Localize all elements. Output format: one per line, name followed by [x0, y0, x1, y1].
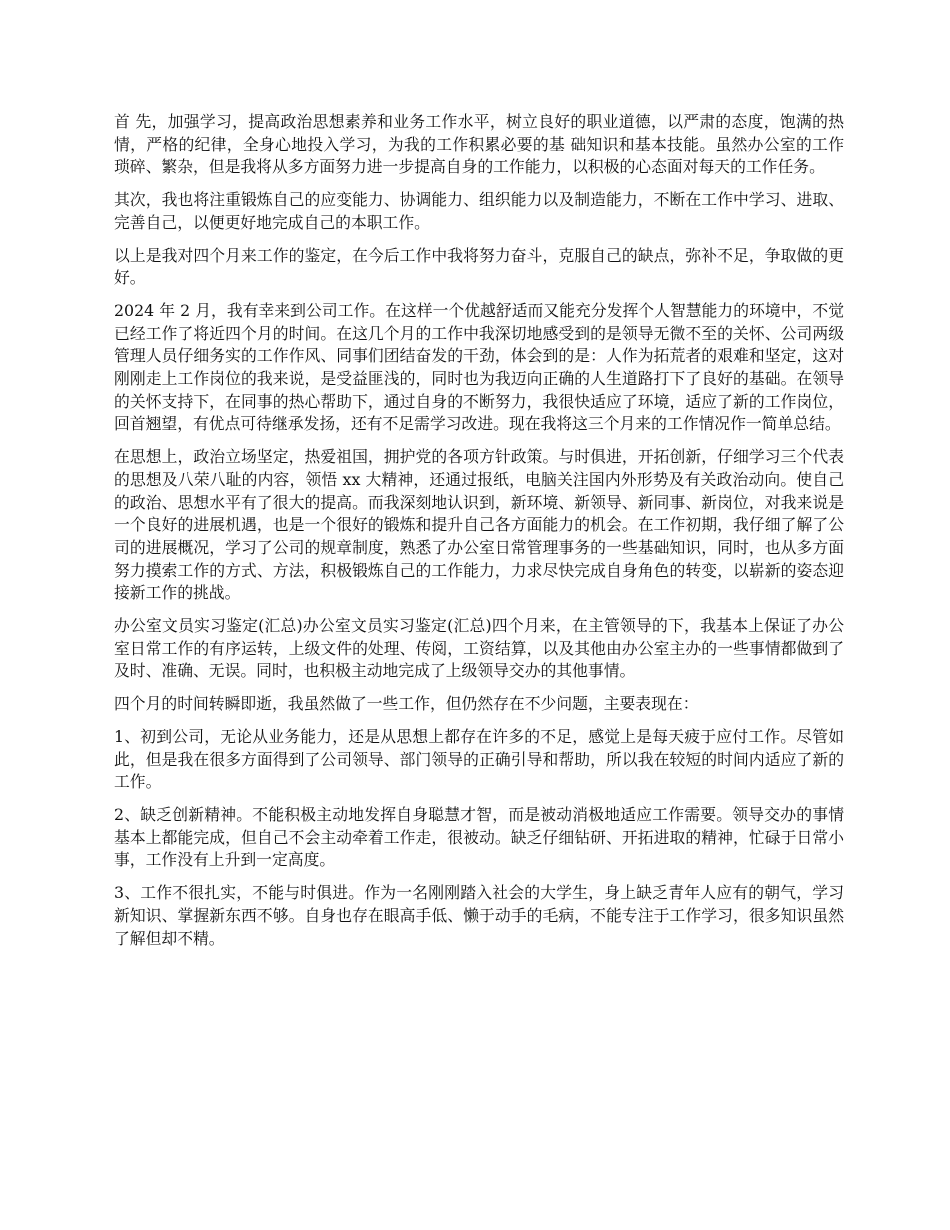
paragraph-10: 3、工作不很扎实，不能与时俱进。作为一名刚刚踏入社会的大学生，身上缺乏青年人应有的朝气，学习新知识、掌握新东西不够。自身也存在眼高手低、懒于动手的毛病，不能专注于工作学习，很多知识虽然了解但却不精。 — [114, 883, 844, 948]
paragraph-7: 四个月的时间转瞬即逝，我虽然做了一些工作，但仍然存在不少问题，主要表现在： — [114, 694, 699, 714]
paragraph-9: 2、缺乏创新精神。不能积极主动地发挥自身聪慧才智，而是被动消极地适应工作需要。领导交办的事情基本上都能完成，但自己不会主动牵着工作走，很被动。缺乏仔细钻研、开拓进取的精神，忙碌于日常小事，工作没有上升到一定高度。 — [114, 804, 844, 870]
paragraph-3: 以上是我对四个月来工作的鉴定，在今后工作中我将努力奋斗，克服自己的缺点，弥补不足，争取做的更好。 — [114, 245, 844, 288]
document-body — [114, 111, 844, 960]
paragraph-1: 首 先，加强学习，提高政治思想素养和业务工作水平，树立良好的职业道德，以严肃的态度，饱满的热情，严格的纪律，全身心地投入学习，为我的工作积累必要的基 础知识和基本技能。虽然办公室的工作琐碎、繁杂，但是我将从多方面努力进一步提高自身的工作能力，以积极的心态面对每天的工作任务。 — [114, 112, 844, 177]
paragraph-2: 其次，我也将注重锻炼自己的应变能力、协调能力、组织能力以及制造能力，不断在工作中学习、进取、完善自己，以便更好地完成自己的本职工作。 — [114, 190, 844, 232]
paragraph-8: 1、初到公司，无论从业务能力，还是从思想上都存在许多的不足，感觉上是每天疲于应付工作。尽管如此，但是我在很多方面得到了公司领导、部门领导的正确引导和帮助，所以我在较短的时间内适应了新的工作。 — [114, 726, 844, 792]
paragraph-4: 2024 年 2 月，我有幸来到公司工作。在这样一个优越舒适而又能充分发挥个人智慧能力的环境中，不觉已经工作了将近四个月的时间。在这几个月的工作中我深切地感受到的是领导无微不至的关怀、公司两级管理人员仔细务实的工作作风、同事们团结奋发的干劲，体会到的是：人作为拓荒者的艰难和坚定，这对刚刚走上工作岗位的我来说，是受益匪浅的，同时也为我迈向正确的人生道路打下了良好的基础。在领导的关怀支持下，在同事的热心帮助下，通过自身的不断努力，我很快适应了环境，适应了新的工作岗位，回首翘望，有优点可待继承发扬，还有不足需学习改进。现在我将这三个月来的工作情况作一简单总结。 — [114, 300, 844, 434]
paragraph-6: 办公室文员实习鉴定(汇总)办公室文员实习鉴定(汇总)四个月来，在主管领导的下，我基本上保证了办公室日常工作的有序运转，上级文件的处理、传阅，工资结算，以及其他由办公室主办的一些事情都做到了及时、准确、无误。同时，也积极主动地完成了上级领导交办的其他事情。 — [114, 616, 844, 681]
paragraph-5: 在思想上，政治立场坚定，热爱祖国，拥护党的各项方针政策。与时俱进，开拓创新，仔细学习三个代表的思想及八荣八耻的内容，领悟 xx 大精神，还通过报纸，电脑关注国内外形势及有关政治动向。使自己的政治、思想水平有了很大的提高。而我深刻地认识到，新环境、新领导、新同事、新岗位，对我来说是一个良好的进展机遇，也是一个很好的锻炼和提升自己各方面能力的机会。在工作初期，我仔细了解了公司的进展概况，学习了公司的规章制度，熟悉了办公室日常管理事务的一些基础知识，同时，也从多方面努力摸索工作的方式、方法，积极锻炼自己的工作能力，力求尽快完成自身角色的转变，以崭新的姿态迎接新工作的挑战。 — [114, 447, 844, 603]
